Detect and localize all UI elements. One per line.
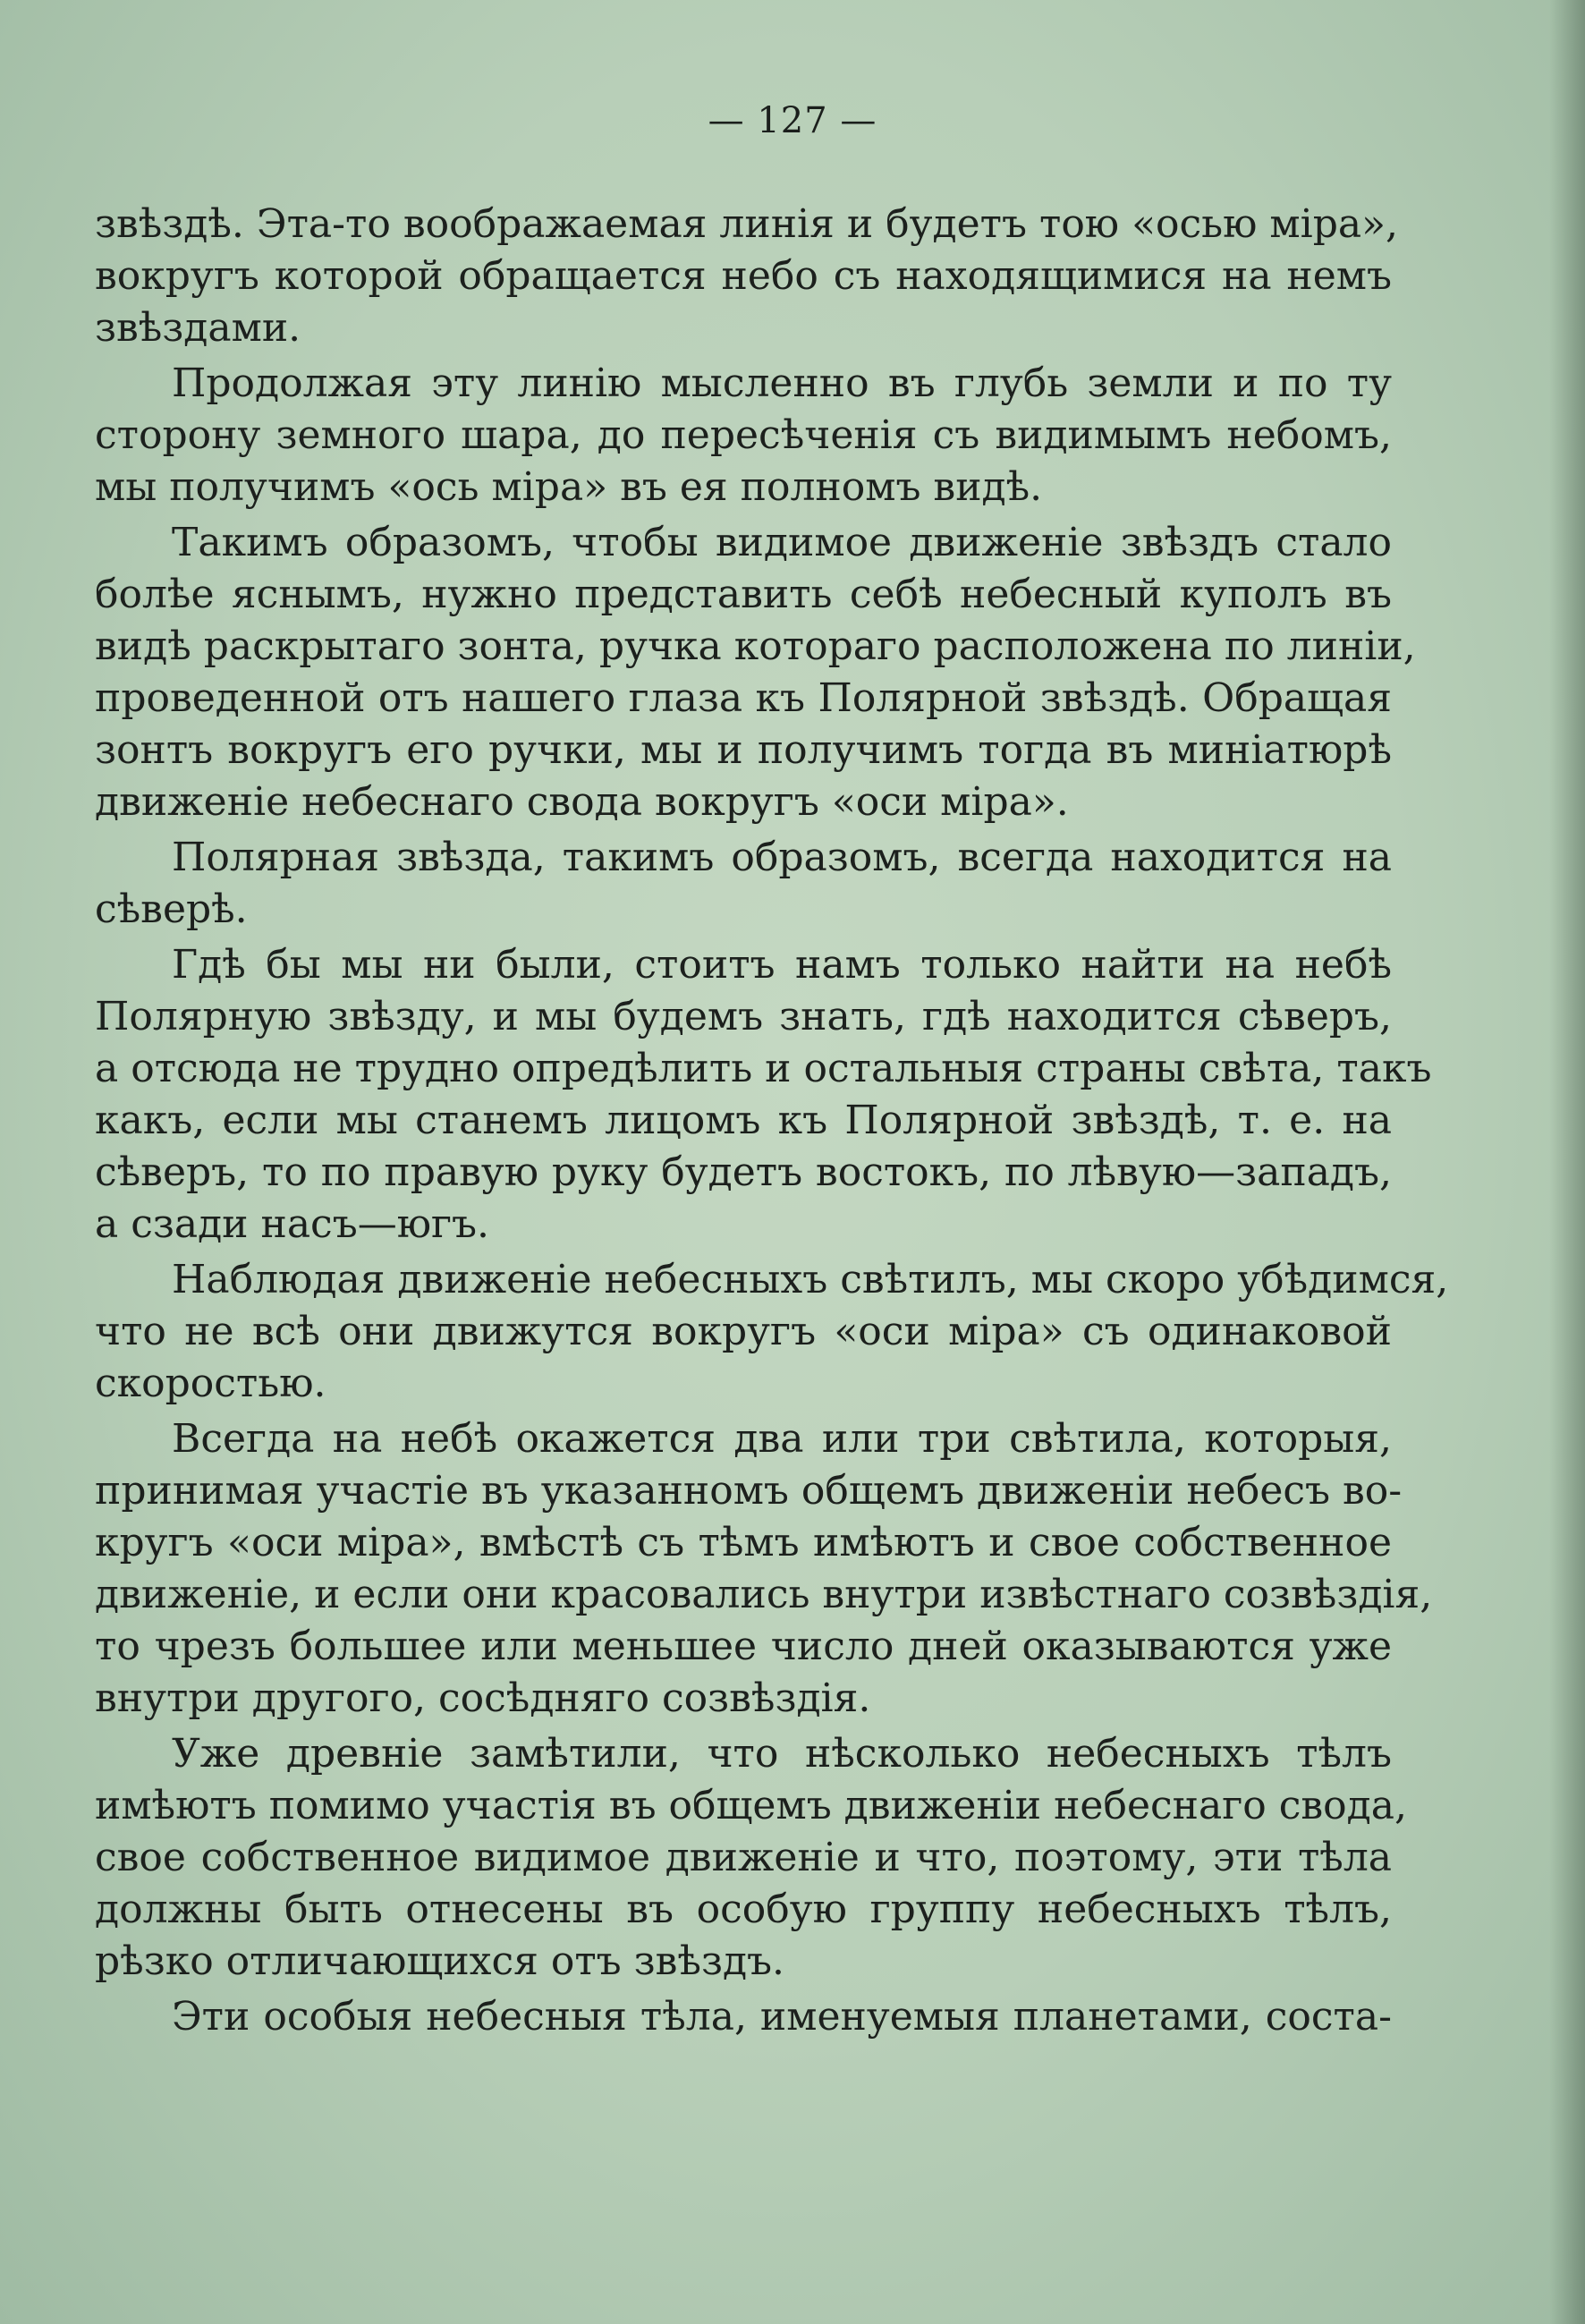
text-line: сѣверъ, то по правую руку будетъ востокъ, по лѣвую—западъ, bbox=[95, 1149, 1392, 1195]
text-line: а сзади насъ—югъ. bbox=[95, 1201, 490, 1247]
text-line: какъ, если мы станемъ лицомъ къ Полярной звѣздѣ, т. е. на bbox=[95, 1098, 1392, 1143]
text-line: движеніе, и если они красовались внутри извѣстнаго созвѣздія, bbox=[95, 1572, 1433, 1617]
text-line: Гдѣ бы мы ни были, стоитъ намъ только найти на небѣ bbox=[172, 942, 1392, 988]
text-line: вокругъ которой обращается небо съ находящимися на немъ bbox=[95, 253, 1392, 299]
paragraph-5 bbox=[95, 939, 1432, 1251]
text-line: движеніе небеснаго свода вокругъ «оси міра». bbox=[95, 779, 1069, 825]
text-line: Такимъ образомъ, чтобы видимое движеніе звѣздъ стало bbox=[172, 520, 1392, 565]
text-line: Всегда на небѣ окажется два или три свѣтила, которыя, bbox=[172, 1416, 1392, 1462]
text-line: зонтъ вокругъ его ручки, мы и получимъ тогда въ миніатюрѣ bbox=[95, 727, 1392, 773]
text-line: свое собственное видимое движеніе и что, поэтому, эти тѣла bbox=[95, 1835, 1392, 1880]
text-line: что не всѣ они движутся вокругъ «оси міра» съ одинаковой bbox=[95, 1309, 1392, 1354]
text-line: а отсюда не трудно опредѣлить и остальныя страны свѣта, такъ bbox=[95, 1046, 1432, 1091]
text-line: имѣютъ помимо участія въ общемъ движеніи небеснаго свода, bbox=[95, 1783, 1407, 1828]
text-line: то чрезъ большее или меньшее число дней оказываются уже bbox=[95, 1624, 1392, 1669]
paragraph-3 bbox=[95, 517, 1416, 828]
text-line: Полярную звѣзду, и мы будемъ знать, гдѣ находится сѣверъ, bbox=[95, 994, 1392, 1039]
text-line: сторону земного шара, до пересѣченія съ видимымъ небомъ, bbox=[95, 412, 1392, 458]
paragraph-1 bbox=[95, 199, 1399, 354]
text-line: кругъ «оси міра», вмѣстѣ съ тѣмъ имѣютъ и свое собственное bbox=[95, 1520, 1392, 1565]
text-line: Наблюдая движеніе небесныхъ свѣтилъ, мы скоро убѣдимся, bbox=[172, 1257, 1449, 1302]
text-line: видѣ раскрытаго зонта, ручка котораго расположена по линіи, bbox=[95, 623, 1416, 669]
text-line: должны быть отнесены въ особую группу небесныхъ тѣлъ, bbox=[95, 1887, 1392, 1932]
text-line: Эти особыя небесныя тѣла, именуемыя планетами, соста- bbox=[172, 1994, 1392, 2040]
page-edge-shadow bbox=[1549, 0, 1585, 2324]
page-number: — 127 — bbox=[708, 100, 877, 141]
text-line: Продолжая эту линію мысленно въ глубь земли и по ту bbox=[172, 360, 1392, 406]
text-line: звѣздѣ. Эта-то воображаемая линія и будетъ тою «осью міра», bbox=[95, 201, 1399, 247]
text-line: Полярная звѣзда, такимъ образомъ, всегда находится на bbox=[172, 835, 1392, 880]
text-line: проведенной отъ нашего глаза къ Полярной звѣздѣ. Обращая bbox=[95, 675, 1392, 721]
text-line: внутри другого, сосѣдняго созвѣздія. bbox=[95, 1675, 871, 1721]
paragraph-9 bbox=[95, 1991, 1392, 2043]
text-line: мы получимъ «ось міра» въ ея полномъ видѣ. bbox=[95, 464, 1043, 510]
text-line: принимая участіе въ указанномъ общемъ движеніи небесъ во- bbox=[95, 1468, 1403, 1514]
paragraph-7 bbox=[95, 1413, 1433, 1725]
text-line: рѣзко отличающихся отъ звѣздъ. bbox=[95, 1938, 785, 1984]
paragraph-6 bbox=[95, 1254, 1449, 1410]
text-line: сѣверѣ. bbox=[95, 886, 248, 932]
text-line: болѣе яснымъ, нужно представить себѣ небесный куполъ въ bbox=[95, 572, 1392, 617]
text-line: скоростью. bbox=[95, 1361, 326, 1406]
body-text bbox=[95, 199, 1449, 2047]
paragraph-8 bbox=[95, 1728, 1407, 1988]
paragraph-2 bbox=[95, 358, 1392, 513]
paragraph-4 bbox=[95, 832, 1392, 936]
text-line: Уже древніе замѣтили, что нѣсколько небесныхъ тѣлъ bbox=[172, 1731, 1392, 1777]
text-line: звѣздами. bbox=[95, 305, 301, 351]
